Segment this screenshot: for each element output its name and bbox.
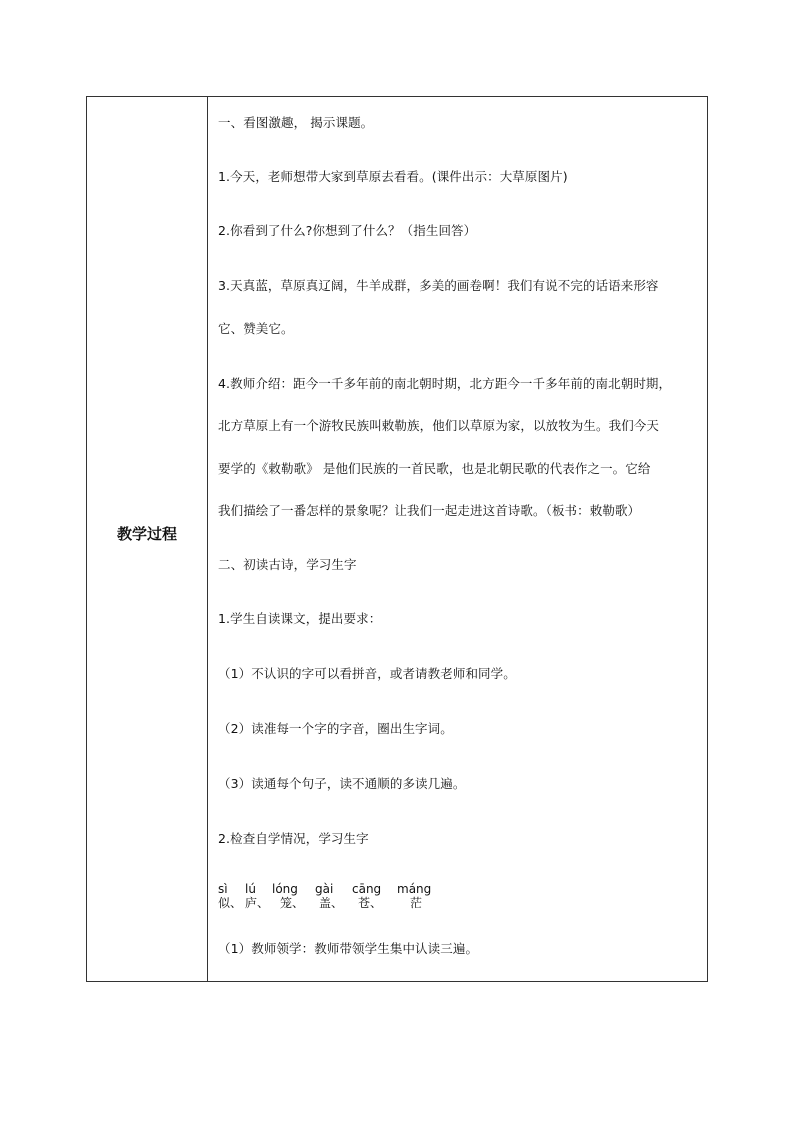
text-line: 1.今天，老师想带大家到草原去看看。(课件出示：大草原图片) — [218, 169, 568, 184]
column-divider — [207, 97, 208, 981]
character: 盖、 — [319, 896, 344, 910]
text-line: 2.你看到了什么?你想到了什么？（指生回答） — [218, 223, 477, 238]
character: 似、 — [218, 896, 243, 910]
text-line: 3.天真蓝，草原真辽阔，牛羊成群，多美的画卷啊！我们有说不完的话语来形容 — [218, 278, 659, 293]
pinyin: gài — [315, 882, 334, 896]
text-line: （1）不认识的字可以看拼音，或者请教老师和同学。 — [218, 666, 516, 681]
lesson-table — [86, 96, 708, 982]
text-line: （3）读通每个句子，读不通顺的多读几遍。 — [218, 776, 466, 791]
character: 庐、 — [245, 896, 270, 910]
pinyin: lú — [245, 882, 256, 896]
pinyin: máng — [397, 882, 432, 896]
text-line: 1.学生自读课文，提出要求： — [218, 611, 382, 626]
text-line: （1）教师领学：教师带领学生集中认读三遍。 — [218, 941, 479, 956]
pinyin: sì — [218, 882, 228, 896]
character: 笼、 — [280, 896, 305, 910]
pinyin: cāng — [352, 882, 382, 896]
pinyin: lóng — [272, 882, 298, 896]
character: 茫 — [410, 896, 423, 910]
text-line: 一、看图激趣， 揭示课题。 — [218, 115, 374, 130]
text-line: 2.检查自学情况，学习生字 — [218, 831, 369, 846]
text-line: 我们描绘了一番怎样的景象呢？让我们一起走进这首诗歌。（板书：敕勒歌） — [218, 503, 641, 518]
text-line: 二、初读古诗，学习生字 — [218, 557, 357, 572]
character: 苍、 — [358, 896, 383, 910]
text-line: 它、赞美它。 — [218, 321, 294, 336]
text-line: 北方草原上有一个游牧民族叫敕勒族，他们以草原为家，以放牧为生。我们今天 — [218, 418, 660, 433]
text-line: 要学的《敕勒歌》 是他们民族的一首民歌，也是北朝民歌的代表作之一。它给 — [218, 461, 651, 476]
text-line: （2）读准每一个字的字音，圈出生字词。 — [218, 721, 453, 736]
pinyin-row — [218, 882, 448, 912]
text-line: 4.教师介绍：距今一千多年前的南北朝时期，北方距今一千多年前的南北朝时期， — [218, 376, 672, 391]
row-label: 教学过程 — [116, 525, 177, 543]
